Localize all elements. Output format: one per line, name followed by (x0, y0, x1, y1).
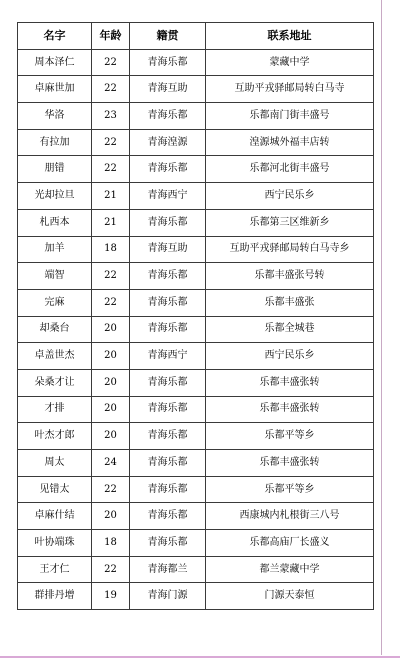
cell-address: 门源天泰恒 (206, 583, 374, 610)
cell-origin: 青海互助 (130, 76, 206, 103)
cell-name: 卓麻世加 (18, 76, 92, 103)
cell-age: 20 (92, 423, 130, 450)
table-row (18, 343, 374, 370)
page-border-right (381, 0, 382, 655)
table-row (18, 423, 374, 450)
cell-age: 20 (92, 396, 130, 423)
cell-age: 20 (92, 503, 130, 530)
cell-name: 叶杰才郎 (18, 423, 92, 450)
cell-origin: 青海乐都 (130, 503, 206, 530)
cell-name: 周太 (18, 450, 92, 477)
cell-origin: 青海乐都 (130, 156, 206, 183)
table-row (18, 289, 374, 316)
cell-age: 22 (92, 263, 130, 290)
table-row (18, 556, 374, 583)
table-row (18, 316, 374, 343)
cell-age: 22 (92, 129, 130, 156)
cell-name: 华洛 (18, 103, 92, 130)
cell-name: 周本泽仁 (18, 49, 92, 76)
cell-origin: 青海乐都 (130, 476, 206, 503)
table-row (18, 369, 374, 396)
cell-origin: 青海乐都 (130, 450, 206, 477)
table-row (18, 450, 374, 477)
cell-origin: 青海互助 (130, 236, 206, 263)
cell-name: 端智 (18, 263, 92, 290)
cell-address: 乐都第三区维新乡 (206, 209, 374, 236)
cell-name: 札西本 (18, 209, 92, 236)
cell-origin: 青海乐都 (130, 49, 206, 76)
table-row (18, 236, 374, 263)
table-row (18, 503, 374, 530)
cell-origin: 青海乐都 (130, 530, 206, 557)
cell-age: 18 (92, 236, 130, 263)
cell-age: 22 (92, 289, 130, 316)
cell-origin: 青海西宁 (130, 343, 206, 370)
cell-age: 21 (92, 183, 130, 210)
cell-address: 都兰蒙藏中学 (206, 556, 374, 583)
cell-name: 卓麻什结 (18, 503, 92, 530)
cell-name: 见错太 (18, 476, 92, 503)
cell-address: 湟源城外福丰店转 (206, 129, 374, 156)
cell-name: 叶协端珠 (18, 530, 92, 557)
cell-origin: 青海乐都 (130, 369, 206, 396)
cell-address: 乐都丰盛张 (206, 289, 374, 316)
page-border-bottom (0, 656, 400, 658)
table-row (18, 183, 374, 210)
cell-name: 却桑台 (18, 316, 92, 343)
cell-name: 卓盖世杰 (18, 343, 92, 370)
cell-age: 18 (92, 530, 130, 557)
cell-name: 群排丹增 (18, 583, 92, 610)
table-row (18, 583, 374, 610)
roster-table (17, 22, 374, 610)
table-row (18, 129, 374, 156)
cell-age: 20 (92, 316, 130, 343)
cell-origin: 青海乐都 (130, 396, 206, 423)
cell-address: 乐都全城巷 (206, 316, 374, 343)
header-origin: 籍贯 (130, 23, 206, 50)
cell-origin: 青海乐都 (130, 289, 206, 316)
table-row (18, 156, 374, 183)
header-row (18, 23, 374, 50)
cell-origin: 青海湟源 (130, 129, 206, 156)
cell-name: 完麻 (18, 289, 92, 316)
cell-name: 有拉加 (18, 129, 92, 156)
cell-address: 互助平戎驿邮局转白马寺 (206, 76, 374, 103)
cell-origin: 青海乐都 (130, 103, 206, 130)
cell-address: 乐都丰盛张转 (206, 396, 374, 423)
cell-address: 西宁民乐乡 (206, 343, 374, 370)
cell-name: 加羊 (18, 236, 92, 263)
cell-origin: 青海门源 (130, 583, 206, 610)
table-row (18, 530, 374, 557)
cell-address: 乐都丰盛张号转 (206, 263, 374, 290)
cell-address: 乐都河北街丰盛号 (206, 156, 374, 183)
cell-address: 乐都丰盛张转 (206, 369, 374, 396)
cell-origin: 青海乐都 (130, 423, 206, 450)
cell-age: 21 (92, 209, 130, 236)
cell-origin: 青海都兰 (130, 556, 206, 583)
cell-age: 22 (92, 49, 130, 76)
table-row (18, 263, 374, 290)
cell-address: 乐都平等乡 (206, 476, 374, 503)
table-row (18, 209, 374, 236)
cell-address: 互助平戎驿邮局转白马寺乡 (206, 236, 374, 263)
cell-name: 才排 (18, 396, 92, 423)
roster-body (18, 49, 374, 609)
header-age: 年龄 (92, 23, 130, 50)
cell-address: 乐都丰盛张转 (206, 450, 374, 477)
table-row (18, 476, 374, 503)
cell-address: 乐都高庙厂长盛义 (206, 530, 374, 557)
cell-address: 乐都平等乡 (206, 423, 374, 450)
cell-name: 王才仁 (18, 556, 92, 583)
cell-address: 乐都南门街丰盛号 (206, 103, 374, 130)
table-row (18, 396, 374, 423)
table-row (18, 103, 374, 130)
table-row (18, 76, 374, 103)
cell-origin: 青海西宁 (130, 183, 206, 210)
header-address: 联系地址 (206, 23, 374, 50)
table-row (18, 49, 374, 76)
cell-origin: 青海乐都 (130, 209, 206, 236)
cell-age: 20 (92, 343, 130, 370)
cell-age: 22 (92, 156, 130, 183)
cell-address: 蒙藏中学 (206, 49, 374, 76)
header-name: 名字 (18, 23, 92, 50)
cell-age: 22 (92, 76, 130, 103)
cell-age: 24 (92, 450, 130, 477)
cell-origin: 青海乐都 (130, 316, 206, 343)
cell-age: 22 (92, 556, 130, 583)
cell-age: 23 (92, 103, 130, 130)
cell-address: 西宁民乐乡 (206, 183, 374, 210)
cell-name: 朵桑才让 (18, 369, 92, 396)
cell-age: 20 (92, 369, 130, 396)
cell-address: 西康城内札根街三八号 (206, 503, 374, 530)
cell-age: 22 (92, 476, 130, 503)
cell-name: 光却拉旦 (18, 183, 92, 210)
cell-name: 朋错 (18, 156, 92, 183)
cell-age: 19 (92, 583, 130, 610)
cell-origin: 青海乐都 (130, 263, 206, 290)
